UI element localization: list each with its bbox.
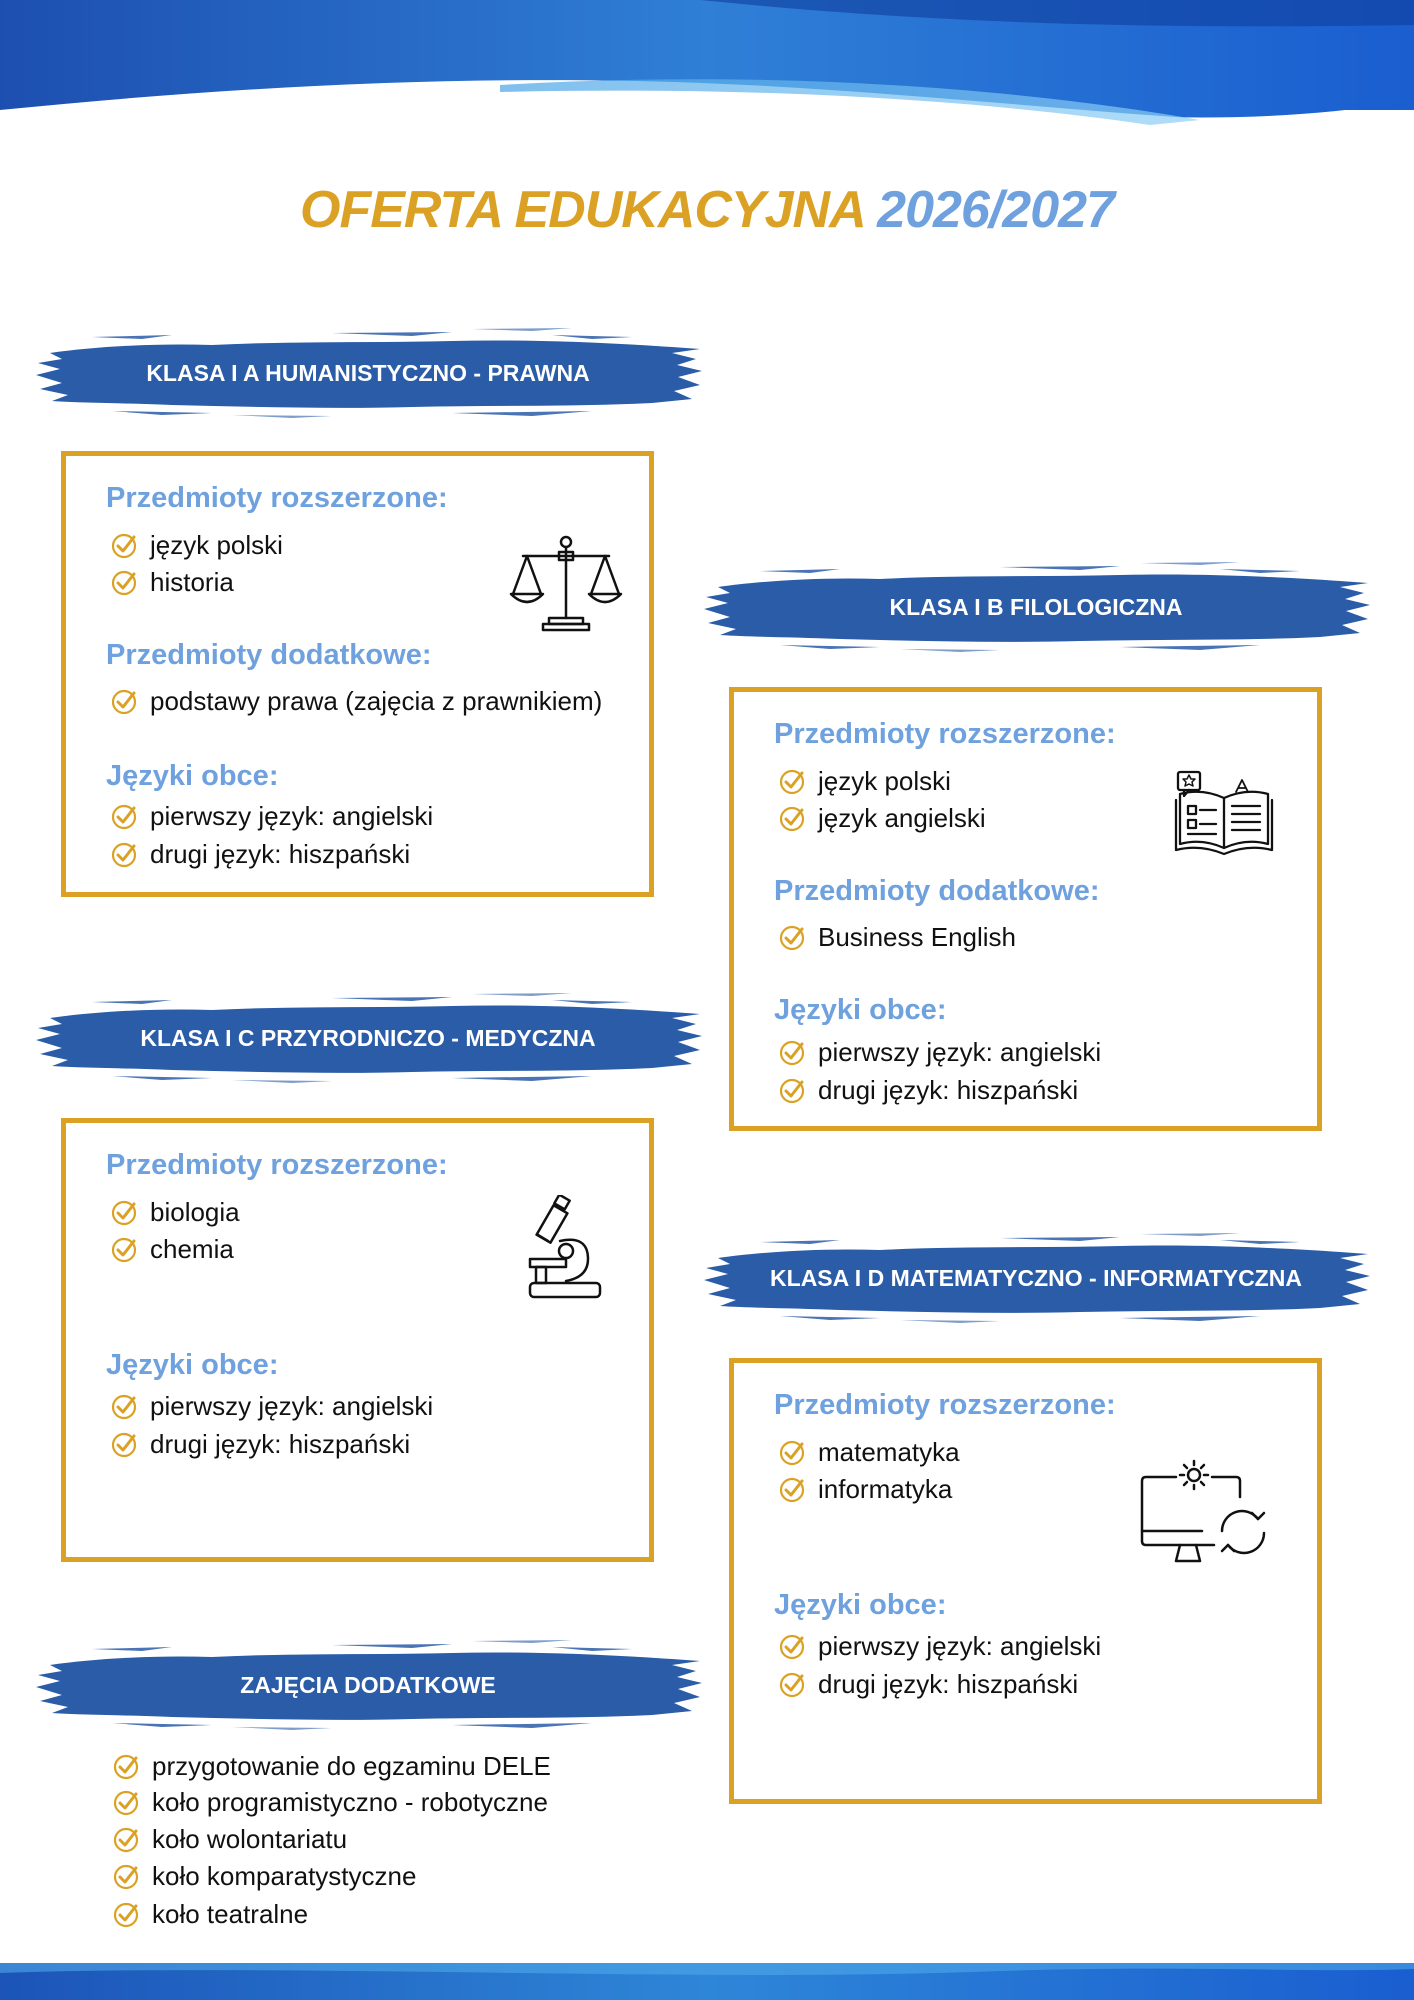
check-icon <box>110 1199 138 1227</box>
class-a-languages-heading: Języki obce: <box>106 760 279 792</box>
class-a-additional-heading: Przedmioty dodatkowe: <box>106 639 432 671</box>
check-icon <box>778 924 806 952</box>
extra-activity-item: koło programistyczno - robotyczne <box>112 1787 548 1818</box>
class-d-language-item: pierwszy język: angielski <box>778 1631 1101 1662</box>
banner-class-d-label: KLASA I D MATEMATYCZNO - INFORMATYCZNA <box>770 1264 1302 1291</box>
class-b-additional-heading: Przedmioty dodatkowe: <box>774 875 1100 907</box>
class-b-extended-item: język polski <box>778 766 951 797</box>
extra-activity-item: koło teatralne <box>112 1899 308 1930</box>
page-title <box>0 180 1414 240</box>
check-icon <box>110 803 138 831</box>
check-icon <box>778 768 806 796</box>
class-b-language-item: pierwszy język: angielski <box>778 1037 1101 1068</box>
class-b-language-item: drugi język: hiszpański <box>778 1075 1078 1106</box>
banner-class-b <box>700 557 1372 657</box>
check-icon <box>110 1431 138 1459</box>
check-icon <box>110 532 138 560</box>
class-d-languages-heading: Języki obce: <box>774 1589 947 1621</box>
class-d-extended-item: matematyka <box>778 1437 960 1468</box>
check-icon <box>778 1439 806 1467</box>
class-a-language-item: pierwszy język: angielski <box>110 801 433 832</box>
class-c-language-item: drugi język: hiszpański <box>110 1429 410 1460</box>
check-icon <box>112 1826 140 1854</box>
class-c-languages-heading: Języki obce: <box>106 1349 279 1381</box>
check-icon <box>110 688 138 716</box>
check-icon <box>112 1789 140 1817</box>
title-part-year: 2026/2027 <box>877 181 1114 239</box>
check-icon <box>110 1393 138 1421</box>
class-c-extended-heading: Przedmioty rozszerzone: <box>106 1149 448 1181</box>
card-class-d <box>729 1358 1322 1804</box>
class-c-extended-item: chemia <box>110 1234 234 1265</box>
extra-activity-item: przygotowanie do egzaminu DELE <box>112 1751 551 1782</box>
card-class-a <box>61 451 654 897</box>
banner-class-a-label: KLASA I A HUMANISTYCZNO - PRAWNA <box>146 359 590 386</box>
check-icon <box>112 1863 140 1891</box>
class-c-language-item: pierwszy język: angielski <box>110 1391 433 1422</box>
class-d-language-item: drugi język: hiszpański <box>778 1669 1078 1700</box>
check-icon <box>778 1671 806 1699</box>
class-a-extended-heading: Przedmioty rozszerzone: <box>106 482 448 514</box>
banner-extra-activities-label: ZAJĘCIA DODATKOWE <box>240 1671 496 1698</box>
banner-class-a <box>32 323 704 423</box>
banner-class-d <box>700 1228 1372 1328</box>
banner-class-b-label: KLASA I B FILOLOGICZNA <box>889 593 1183 620</box>
banner-extra-activities <box>32 1635 704 1735</box>
class-b-additional-item: Business English <box>778 922 1016 953</box>
title-part-main: OFERTA EDUKACYJNA <box>300 181 864 239</box>
class-b-languages-heading: Języki obce: <box>774 994 947 1026</box>
check-icon <box>110 569 138 597</box>
banner-class-c <box>32 988 704 1088</box>
check-icon <box>110 841 138 869</box>
class-d-extended-heading: Przedmioty rozszerzone: <box>774 1389 1116 1421</box>
check-icon <box>112 1753 140 1781</box>
class-a-extended-item: język polski <box>110 530 283 561</box>
class-a-extended-item: historia <box>110 567 234 598</box>
class-c-extended-item: biologia <box>110 1197 240 1228</box>
computer-gear-icon <box>1140 1459 1274 1569</box>
check-icon <box>778 1633 806 1661</box>
card-class-c <box>61 1118 654 1562</box>
class-b-extended-heading: Przedmioty rozszerzone: <box>774 718 1116 750</box>
check-icon <box>778 1476 806 1504</box>
card-class-b <box>729 687 1322 1131</box>
check-icon <box>778 805 806 833</box>
banner-class-c-label: KLASA I C PRZYRODNICZO - MEDYCZNA <box>140 1024 596 1051</box>
class-b-extended-item: język angielski <box>778 803 986 834</box>
microscope-icon <box>526 1195 606 1305</box>
bottom-wave-decoration <box>0 1963 1414 2000</box>
class-a-additional-item: podstawy prawa (zajęcia z prawnikiem) <box>110 686 602 717</box>
class-d-extended-item: informatyka <box>778 1474 952 1505</box>
class-a-language-item: drugi język: hiszpański <box>110 839 410 870</box>
check-icon <box>778 1039 806 1067</box>
check-icon <box>110 1236 138 1264</box>
extra-activity-item: koło wolontariatu <box>112 1824 347 1855</box>
scales-icon <box>509 534 623 634</box>
check-icon <box>778 1077 806 1105</box>
extra-activity-item: koło komparatystyczne <box>112 1861 416 1892</box>
check-icon <box>112 1901 140 1929</box>
open-book-icon <box>1174 770 1274 856</box>
top-wave-decoration <box>0 0 1414 140</box>
